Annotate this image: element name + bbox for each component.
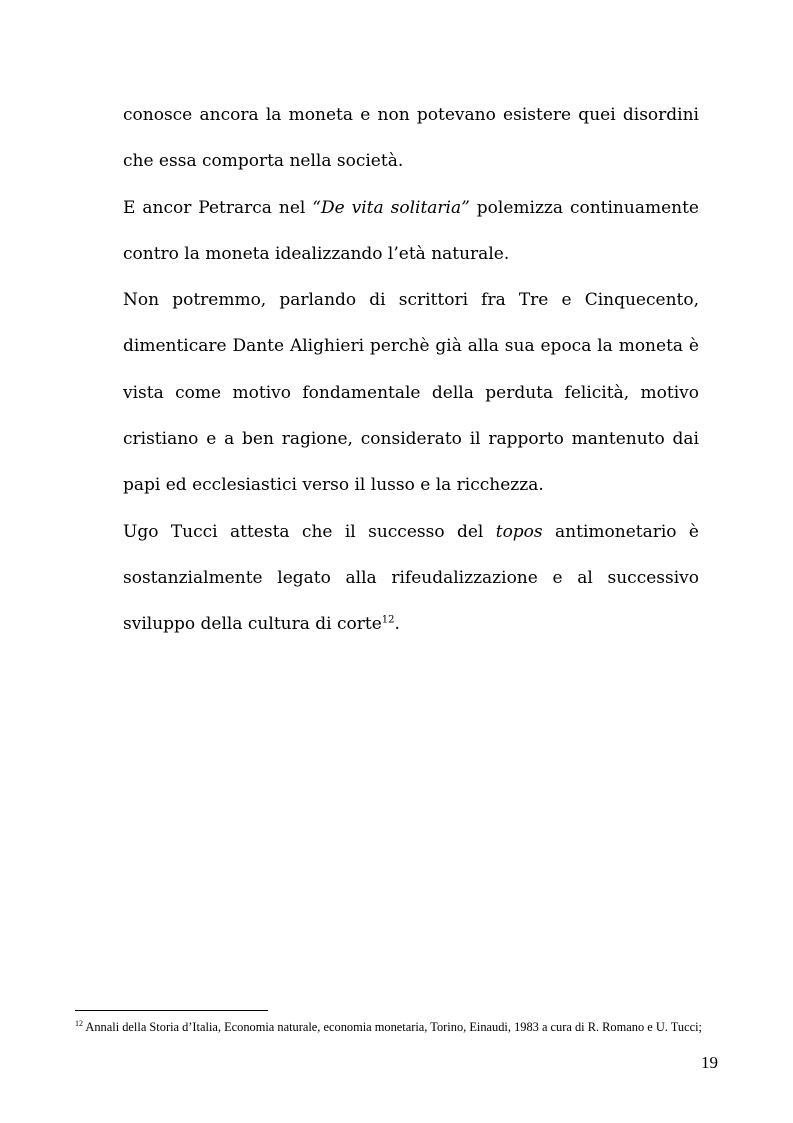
paragraph-3: [123, 277, 699, 508]
paragraph-4: [123, 509, 699, 648]
footnote-number: 12: [75, 1018, 83, 1028]
footnote: [75, 1020, 720, 1035]
paragraph-2: [123, 185, 699, 278]
paragraph-2-before: E ancor Petrarca nel: [123, 197, 313, 218]
page-number: 19: [701, 1053, 718, 1072]
page-body: [123, 92, 699, 648]
paragraph-4-after: antimonetario è sostanzialmente legato alla rifeudalizzazione e al successivo sviluppo della cultura di corte: [123, 521, 699, 635]
book-title: “De vita solitaria”: [312, 197, 470, 218]
footnote-separator: [75, 1010, 268, 1011]
paragraph-3-text: Non potremmo, parlando di scrittori fra Tre e Cinquecento, dimenticare Dante Alighieri perchè già alla sua epoca la moneta è vista come motivo fondamentale della perduta felicità, motivo cristiano e a ben ragione, considerato il rapporto mantenuto dai papi ed ecclesiastici verso il lusso e la ricchezza.: [123, 290, 699, 496]
paragraph-1-text: conosce ancora la moneta e non potevano esistere quei disordini che essa comporta nella società.: [123, 105, 699, 172]
paragraph-4-end: .: [394, 614, 400, 635]
topos-emphasis: topos: [495, 521, 543, 542]
footnote-reference[interactable]: 12: [381, 614, 395, 626]
paragraph-1: [123, 92, 699, 185]
paragraph-2-after: polemizza continuamente contro la moneta idealizzando l’età naturale.: [123, 197, 699, 264]
paragraph-4-before: Ugo Tucci attesta che il successo del: [123, 521, 496, 542]
footnote-text: Annali della Storia d’Italia, Economia naturale, economia monetaria, Torino, Einaudi, 1983 a cura di R. Romano e U. Tucci;: [83, 1020, 702, 1034]
